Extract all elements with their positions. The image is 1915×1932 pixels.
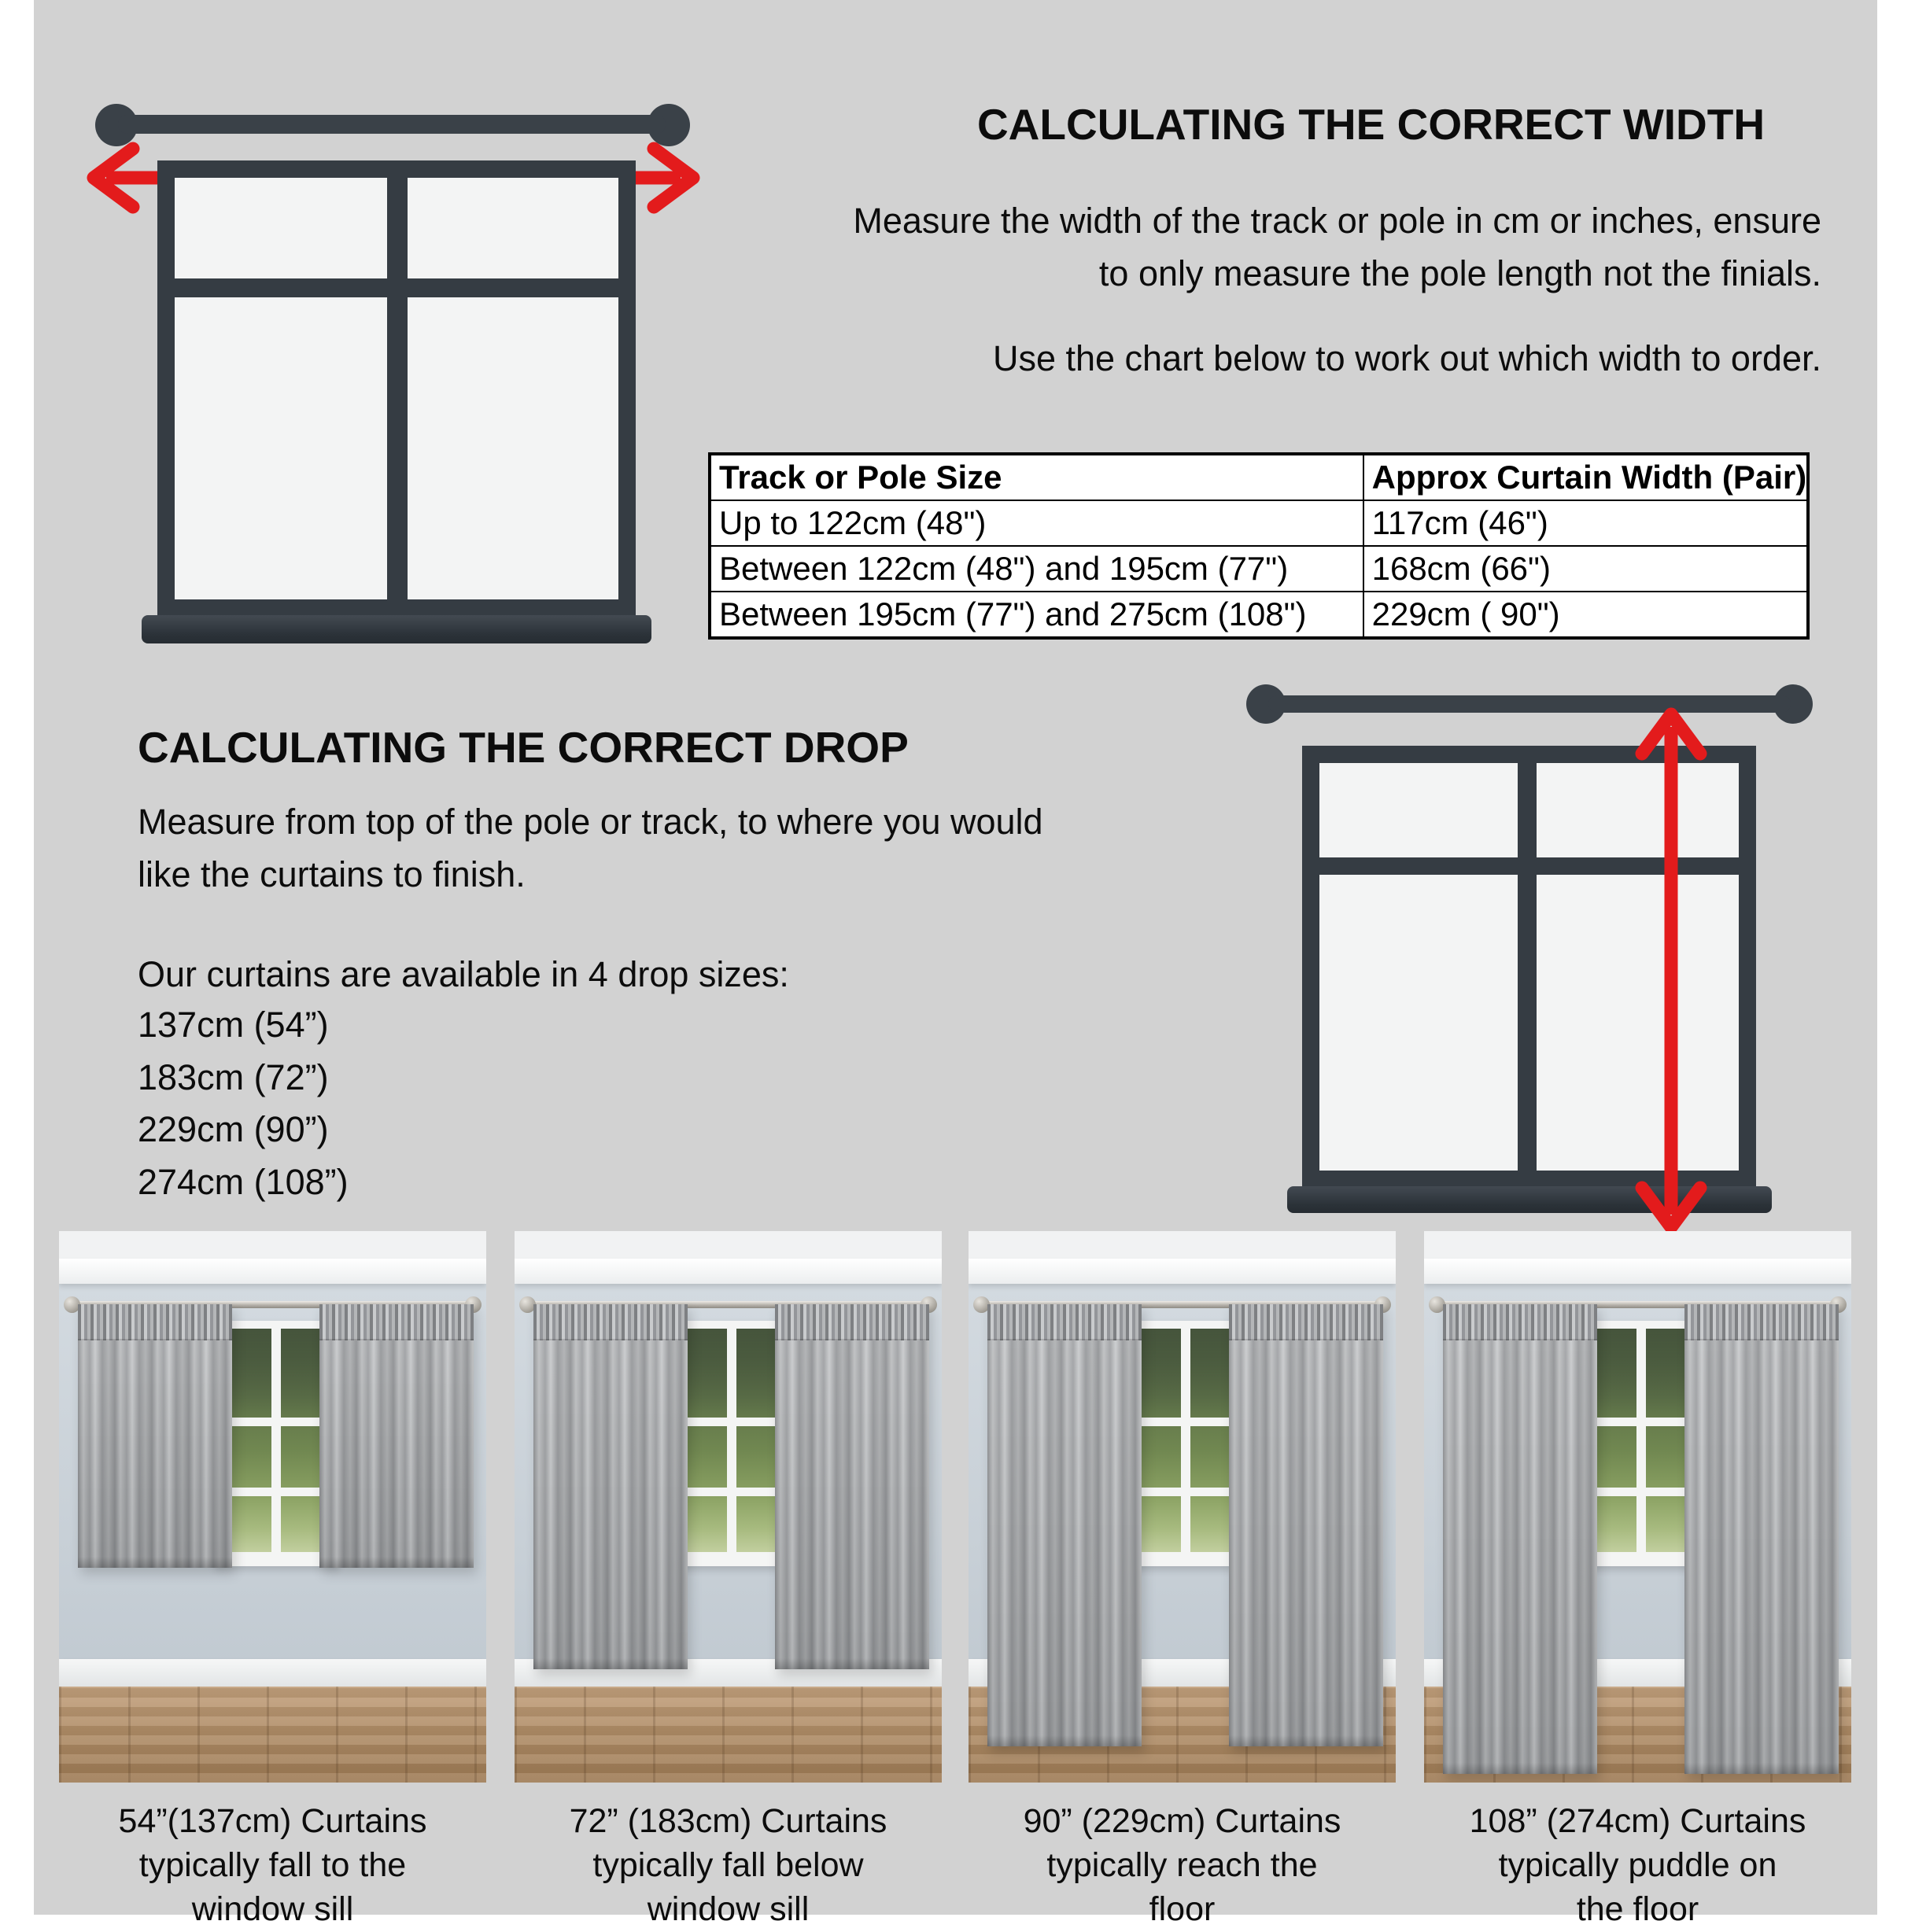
window-mullion-vertical [1636,1329,1646,1553]
crown-molding [969,1259,1396,1284]
table-row [710,592,1808,638]
table-cell-width: 229cm ( 90") [1363,592,1808,638]
table-cell-track: Between 195cm (77") and 275cm (108") [710,592,1363,638]
table-header-track: Track or Pole Size [710,454,1363,500]
photo-caption-72-inch [499,1800,957,1932]
width-body-line: to only measure the pole length not the finials. [669,248,1821,300]
window-mullion-horizontal [223,1488,330,1496]
ceiling [1424,1231,1851,1259]
drop-size-item: 183cm (72”) [138,1052,1239,1104]
width-section-note: Use the chart below to work out which width to order. [669,333,1821,385]
table-cell-track: Between 122cm (48") and 195cm (77") [710,546,1363,592]
drop-size-item: 229cm (90”) [138,1104,1239,1156]
drop-body-line: like the curtains to finish. [138,849,1239,901]
wood-floor [59,1687,486,1783]
width-section-title: CALCULATING THE CORRECT WIDTH [905,99,1837,149]
curtain-right [319,1304,473,1568]
crown-molding [59,1259,486,1284]
photo-caption-108-inch [1408,1800,1867,1932]
photo-caption-54-inch [43,1800,502,1932]
window-mullion-horizontal [223,1418,330,1426]
baseboard [59,1659,486,1687]
drop-size-item: 137cm (54”) [138,999,1239,1052]
caption-line: 90” (229cm) Curtains [953,1800,1411,1844]
caption-line: typically fall to the [43,1844,502,1888]
curtain-left [78,1304,231,1568]
curtain-pole-illustration [118,115,666,134]
caption-line: the floor [1408,1888,1867,1932]
curtain-left [987,1304,1141,1747]
table-row [710,546,1808,592]
caption-line: typically fall below [499,1844,957,1888]
caption-line: window sill [499,1888,957,1932]
window-illustration-width [157,160,636,617]
window-mullion-vertical [271,1329,281,1553]
table-cell-track: Up to 122cm (48") [710,500,1363,546]
room-photo-72-inch [515,1231,942,1783]
curtain-left [533,1304,687,1670]
window-mullion-vertical [1181,1329,1190,1553]
caption-line: typically puddle on [1408,1844,1867,1888]
ceiling [969,1231,1396,1259]
room-photo-90-inch [969,1231,1396,1783]
window-mullion-vertical [387,178,408,599]
caption-line: floor [953,1888,1411,1932]
width-section-body [669,195,1821,385]
ceiling [59,1231,486,1259]
table-cell-width: 168cm (66") [1363,546,1808,592]
table-cell-width: 117cm (46") [1363,500,1808,546]
drop-section-title: CALCULATING THE CORRECT DROP [138,722,909,772]
table-header-width: Approx Curtain Width (Pair) [1363,454,1808,500]
window-mullion-horizontal [1588,1488,1695,1496]
curtain-right [1229,1304,1382,1747]
drop-size-item: 274cm (108”) [138,1156,1239,1209]
curtain-width-table [708,452,1810,640]
table-row [710,500,1808,546]
curtain-right [775,1304,928,1670]
caption-line: window sill [43,1888,502,1932]
window-mullion-horizontal [1132,1418,1239,1426]
caption-line: 72” (183cm) Curtains [499,1800,957,1844]
drop-sizes-list [138,999,1239,1208]
caption-line: 54”(137cm) Curtains [43,1800,502,1844]
drop-sizes-intro: Our curtains are available in 4 drop sizes: [138,949,1239,1001]
photo-caption-90-inch [953,1800,1411,1932]
window-mullion-vertical [1518,763,1537,1171]
caption-line: typically reach the [953,1844,1411,1888]
window-mullion-horizontal [1132,1488,1239,1496]
window-mullion-horizontal [1588,1418,1695,1426]
curtain-left [1443,1304,1596,1775]
table-header-row [710,454,1808,500]
window-sill [142,615,651,643]
crown-molding [1424,1259,1851,1284]
width-body-line: Measure the width of the track or pole in cm or inches, ensure [669,195,1821,248]
room-photo-108-inch [1424,1231,1851,1783]
window-mullion-vertical [727,1329,736,1553]
curtain-right [1684,1304,1838,1775]
window-mullion-horizontal [678,1488,785,1496]
window-mullion-horizontal [175,278,618,297]
drop-measure-arrow-icon [1635,705,1707,1237]
drop-body-line: Measure from top of the pole or track, to where you would [138,796,1239,849]
drop-section-body [138,796,1239,901]
caption-line: 108” (274cm) Curtains [1408,1800,1867,1844]
wood-floor [515,1687,942,1783]
room-photo-54-inch [59,1231,486,1783]
window-mullion-horizontal [678,1418,785,1426]
ceiling [515,1231,942,1259]
curtain-pole-illustration [1268,695,1791,713]
crown-molding [515,1259,942,1284]
